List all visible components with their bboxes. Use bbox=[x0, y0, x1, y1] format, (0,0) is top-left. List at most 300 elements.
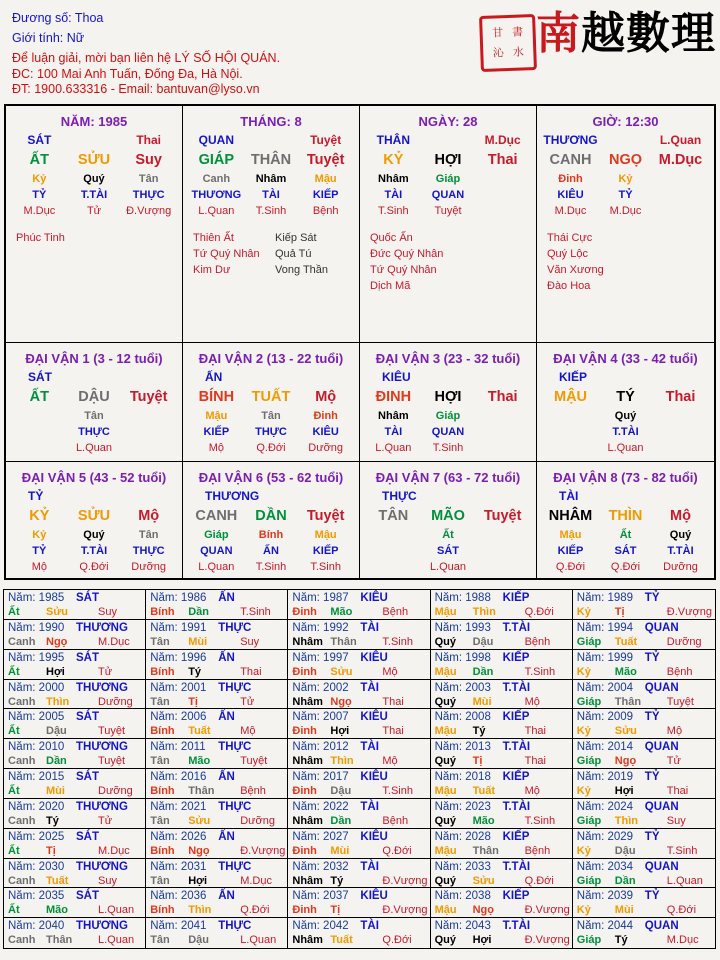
dai-van-title: ĐẠI VẬN 3 (23 - 32 tuổi) bbox=[375, 351, 521, 366]
year-god: ẤN bbox=[218, 651, 235, 664]
dai-van-stem-branch-item: THÌN bbox=[608, 508, 643, 524]
year-line bbox=[292, 740, 429, 754]
pillar-phases-item: Tuyệt bbox=[434, 205, 462, 217]
year-detail bbox=[577, 933, 715, 947]
year-label: Năm: 1991 bbox=[150, 621, 207, 634]
year-cell bbox=[4, 888, 146, 918]
pillar-hidden-stems-item: Tân bbox=[138, 173, 159, 185]
year-detail bbox=[292, 754, 429, 768]
year-detail bbox=[435, 933, 572, 947]
year-detail bbox=[8, 665, 145, 679]
year-line bbox=[150, 889, 287, 903]
year-label: Năm: 2023 bbox=[434, 800, 491, 813]
year-detail bbox=[150, 695, 287, 709]
year-detail bbox=[292, 665, 429, 679]
dai-van-phases-item: T.Sinh bbox=[310, 561, 341, 573]
year-cell bbox=[146, 620, 288, 650]
header bbox=[0, 0, 720, 104]
dai-van-stem-branch-item: DẦN bbox=[255, 508, 287, 524]
year-cell bbox=[573, 799, 715, 829]
dai-van-hidden-stems-item bbox=[475, 408, 530, 424]
year-god: QUAN bbox=[644, 621, 679, 634]
year-label: Năm: 2004 bbox=[576, 681, 634, 694]
year-line bbox=[292, 919, 429, 933]
year-stem: Mậu bbox=[434, 665, 457, 678]
year-phase: Mộ bbox=[382, 755, 398, 768]
year-stem: Nhâm bbox=[292, 635, 323, 648]
year-stem: Đinh bbox=[292, 785, 317, 797]
year-line bbox=[150, 919, 287, 933]
year-phase: Dưỡng bbox=[240, 814, 275, 827]
year-detail bbox=[292, 635, 429, 649]
year-cell bbox=[573, 709, 715, 739]
dai-van-hidden-stems-item bbox=[12, 408, 67, 424]
year-phase: M.Dục bbox=[240, 874, 272, 887]
year-line bbox=[150, 800, 287, 814]
dai-van-phases-item bbox=[12, 440, 67, 456]
year-detail bbox=[150, 665, 287, 679]
dai-van-phases-item bbox=[475, 559, 530, 575]
dai-van-hidden-gods-item: ẤN bbox=[263, 545, 279, 557]
pillar-stem-branch-item: M.Dục bbox=[658, 152, 703, 168]
year-label: Năm: 2032 bbox=[292, 860, 349, 873]
year-stem: Nhâm bbox=[292, 755, 323, 768]
year-line bbox=[8, 651, 145, 665]
year-phase: Mộ bbox=[382, 665, 398, 678]
year-phase: Suy bbox=[240, 635, 260, 648]
year-line bbox=[150, 860, 287, 874]
dai-van-title: ĐẠI VẬN 4 (33 - 42 tuổi) bbox=[553, 351, 698, 366]
year-stem: Mậu bbox=[434, 725, 457, 738]
pillar-phases-item: Tử bbox=[86, 205, 102, 217]
pillar-title: GIỜ: 12:30 bbox=[592, 114, 659, 129]
pillar-phases-item: Đ.Vượng bbox=[126, 205, 172, 217]
year-line bbox=[150, 591, 287, 605]
year-god: QUAN bbox=[644, 860, 679, 873]
year-label: Năm: 2016 bbox=[150, 771, 207, 783]
star-list bbox=[16, 230, 65, 246]
year-god: ẤN bbox=[218, 711, 235, 724]
pillar-god-item: Tuyệt bbox=[310, 133, 342, 147]
pillar-god bbox=[189, 132, 353, 149]
year-cell bbox=[146, 650, 288, 680]
year-line bbox=[435, 770, 572, 784]
dai-van-hidden-stems bbox=[189, 408, 353, 424]
dai-van-god: THỰC bbox=[382, 489, 417, 503]
dai-van-hidden-stems-item: Tân bbox=[261, 410, 281, 422]
year-branch: Ngọ bbox=[614, 755, 637, 768]
year-stem: Tân bbox=[150, 934, 170, 947]
year-detail bbox=[577, 844, 715, 858]
pillar-title: NGÀY: 28 bbox=[418, 114, 478, 129]
year-detail bbox=[150, 784, 287, 798]
pillar-stem-branch-item: KỶ bbox=[383, 152, 404, 168]
seal-logo bbox=[479, 14, 537, 72]
year-cell bbox=[4, 650, 146, 680]
year-phase: Q.Đới bbox=[666, 904, 697, 917]
year-god: T.TÀI bbox=[502, 860, 531, 873]
year-phase: Tử bbox=[98, 814, 113, 827]
logo-title-first: 南 bbox=[536, 8, 581, 59]
dai-van-stem-branch-item: ẤT bbox=[29, 389, 49, 405]
year-line bbox=[292, 800, 429, 814]
dai-van-hidden-stems-item: Giáp bbox=[435, 410, 461, 422]
year-cell bbox=[146, 709, 288, 739]
dai-van-phases bbox=[12, 559, 176, 575]
year-detail bbox=[577, 665, 715, 679]
year-stem: Nhâm bbox=[292, 934, 323, 947]
dai-van-phases bbox=[543, 559, 708, 575]
year-phase: Đ.Vượng bbox=[382, 874, 428, 887]
year-phase: Q.Đới bbox=[382, 934, 412, 947]
dai-van-phases-item bbox=[475, 440, 530, 456]
pillar-god-item: L.Quan bbox=[659, 133, 702, 147]
year-label: Năm: 2018 bbox=[434, 771, 491, 783]
year-cell bbox=[573, 620, 715, 650]
year-god: T.TÀI bbox=[502, 621, 531, 634]
dai-van-hidden-gods bbox=[12, 543, 176, 559]
star-list bbox=[547, 230, 604, 294]
year-stem: Bính bbox=[150, 785, 175, 797]
year-line bbox=[435, 889, 572, 903]
year-branch: Hợi bbox=[614, 785, 634, 797]
year-line bbox=[577, 591, 715, 605]
year-cell bbox=[4, 918, 146, 948]
year-label: Năm: 2042 bbox=[292, 920, 349, 933]
year-label: Năm: 2043 bbox=[434, 920, 491, 933]
logo-title bbox=[536, 8, 716, 60]
year-god: THƯƠNG bbox=[76, 860, 128, 873]
year-detail bbox=[8, 754, 145, 768]
pillar-god-item: M.Dục bbox=[484, 133, 521, 147]
dai-van-hidden-gods-item: QUAN bbox=[200, 545, 233, 557]
year-detail bbox=[577, 635, 715, 649]
year-detail bbox=[292, 605, 429, 619]
year-branch: Mão bbox=[330, 606, 353, 618]
dai-van-hidden-gods-item: KIẾP bbox=[312, 545, 339, 557]
dai-van-hidden-gods-item: T.TÀI bbox=[612, 426, 639, 438]
year-label: Năm: 2039 bbox=[576, 890, 634, 903]
dai-van-hidden-gods-item bbox=[366, 543, 421, 559]
pillar-phases-item: L.Quan bbox=[198, 205, 235, 217]
year-line bbox=[577, 860, 715, 874]
year-cell bbox=[431, 829, 573, 859]
year-label: Năm: 2011 bbox=[150, 741, 206, 754]
dai-van-hidden-gods-item: KIÊU bbox=[312, 426, 339, 438]
year-line bbox=[577, 621, 715, 635]
dai-van-hidden-gods bbox=[189, 543, 353, 559]
year-phase: Tử bbox=[98, 665, 113, 678]
year-phase: T.Sinh bbox=[524, 814, 556, 827]
year-phase: Thai bbox=[240, 665, 262, 678]
year-branch: Mão bbox=[614, 665, 637, 678]
dai-van-stem-branch bbox=[12, 505, 176, 527]
pillar-god-item bbox=[598, 132, 653, 149]
pillar-hidden-gods-item: TÀI bbox=[384, 189, 403, 201]
dai-van-hidden-gods-item: TỶ bbox=[32, 545, 47, 557]
dai-van-stem-branch-item: KỶ bbox=[29, 508, 50, 524]
year-detail bbox=[292, 695, 429, 709]
year-label: Năm: 1993 bbox=[434, 621, 491, 634]
dai-van-stem-branch bbox=[189, 386, 353, 408]
pillar-cell bbox=[537, 106, 714, 343]
year-cell bbox=[4, 709, 146, 739]
dai-van-hidden-gods-item bbox=[12, 424, 67, 440]
year-detail bbox=[435, 844, 572, 858]
dai-van-hidden-stems-item: Quý bbox=[83, 529, 105, 541]
dai-van-phases-item: Q.Đới bbox=[79, 561, 109, 573]
year-god: SÁT bbox=[76, 592, 99, 604]
year-cell bbox=[431, 769, 573, 799]
pillar-cell bbox=[360, 106, 537, 343]
dai-van-hidden-gods-item bbox=[543, 424, 598, 440]
year-stem: Giáp bbox=[576, 635, 602, 648]
dai-van-phases-item: Q.Đới bbox=[256, 442, 286, 454]
year-god: ẤN bbox=[218, 830, 235, 843]
year-stem: Kỷ bbox=[576, 844, 591, 857]
year-cell bbox=[146, 799, 288, 829]
dai-van-hidden-stems bbox=[366, 527, 530, 543]
year-cell bbox=[4, 590, 146, 620]
year-stem: Tân bbox=[150, 695, 170, 708]
dai-van-hidden-stems-item: Tân bbox=[84, 410, 104, 422]
year-label: Năm: 1989 bbox=[576, 592, 634, 604]
pillar-stem-branch-item: SỬU bbox=[77, 152, 111, 168]
dai-van-stem-branch bbox=[543, 386, 708, 408]
pillar-hidden-stems bbox=[366, 171, 530, 187]
dai-van-hidden-gods-item: KIẾP bbox=[203, 426, 230, 438]
year-label: Năm: 1988 bbox=[434, 592, 491, 604]
year-line bbox=[150, 770, 287, 784]
year-detail bbox=[150, 844, 287, 858]
dai-van-phases bbox=[189, 559, 353, 575]
seal-char: 水 bbox=[512, 45, 525, 59]
dai-van-phases bbox=[366, 559, 530, 575]
pillar-hidden-stems-item bbox=[653, 171, 708, 187]
year-branch: Dần bbox=[472, 665, 494, 678]
year-phase: Bệnh bbox=[382, 606, 409, 618]
year-stem: Quý bbox=[434, 695, 456, 708]
year-god: T.TÀI bbox=[502, 920, 531, 933]
dai-van-stem-branch-item: Tuyệt bbox=[129, 389, 168, 405]
year-stem: Canh bbox=[8, 874, 36, 887]
year-line bbox=[435, 800, 572, 814]
year-detail bbox=[577, 605, 715, 619]
year-god: KIÊU bbox=[360, 830, 388, 843]
dai-van-stem-branch bbox=[366, 505, 530, 527]
year-label: Năm: 1986 bbox=[150, 592, 207, 604]
seal-char: 書 bbox=[511, 25, 524, 39]
year-cell bbox=[431, 680, 573, 710]
dai-van-hidden-stems-item: Giáp bbox=[204, 529, 229, 541]
year-label: Năm: 2041 bbox=[150, 920, 207, 933]
dai-van-phases-item: Q.Đới bbox=[555, 561, 586, 573]
year-god: KIÊU bbox=[360, 592, 388, 604]
year-label: Năm: 2020 bbox=[8, 800, 65, 813]
year-label: Năm: 1995 bbox=[8, 651, 65, 664]
dai-van-hidden-stems-item bbox=[366, 527, 421, 543]
year-stem: Đinh bbox=[292, 606, 317, 618]
pillar-phases-item bbox=[475, 203, 530, 219]
year-detail bbox=[435, 695, 572, 709]
year-phase: T.Sinh bbox=[382, 635, 413, 648]
year-cell bbox=[288, 709, 430, 739]
dai-van-hidden-stems-item: Quý bbox=[669, 529, 692, 541]
dai-van-hidden-gods bbox=[543, 543, 708, 559]
year-phase: Dưỡng bbox=[98, 785, 133, 797]
dai-van-hidden-stems-item: Quý bbox=[614, 410, 637, 422]
star-item: Tứ Quý Nhân bbox=[193, 248, 260, 260]
pillar-hidden-gods-item: TÀI bbox=[262, 189, 280, 201]
year-phase: Mộ bbox=[240, 725, 256, 738]
year-phase: Dưỡng bbox=[98, 695, 133, 708]
year-god: ẤN bbox=[218, 771, 235, 783]
year-line bbox=[150, 651, 287, 665]
dai-van-cell bbox=[360, 343, 537, 462]
year-detail bbox=[8, 903, 145, 917]
pillar-hidden-stems-item: Giáp bbox=[435, 173, 461, 185]
year-detail bbox=[577, 754, 715, 768]
pillar-phases-item: M.Dục bbox=[609, 205, 642, 217]
dai-van-god: KIẾP bbox=[559, 370, 588, 384]
year-phase: T.Sinh bbox=[666, 844, 698, 857]
year-cell bbox=[431, 590, 573, 620]
pillar-god-item: Thai bbox=[136, 133, 161, 147]
year-god: KIẾP bbox=[502, 830, 530, 843]
year-label: Năm: 2037 bbox=[292, 890, 349, 903]
dai-van-phases-item: Dưỡng bbox=[663, 561, 698, 573]
year-stem: Mậu bbox=[434, 785, 457, 797]
dai-van-hidden-stems-item bbox=[543, 408, 598, 424]
pillar-stem-branch-item: ẤT bbox=[29, 152, 49, 168]
dai-van-cell bbox=[537, 462, 714, 578]
dai-van-phases-item: L.Quan bbox=[375, 442, 412, 454]
dai-van-title: ĐẠI VẬN 2 (13 - 22 tuổi) bbox=[198, 351, 344, 366]
year-cell bbox=[288, 829, 430, 859]
year-cell bbox=[4, 859, 146, 889]
year-branch: Thân bbox=[188, 785, 215, 797]
year-cell bbox=[146, 859, 288, 889]
year-line bbox=[150, 681, 287, 695]
year-phase: Tuyệt bbox=[98, 755, 126, 768]
year-phase: Đ.Vượng bbox=[524, 934, 570, 947]
year-branch: Tý bbox=[614, 934, 628, 947]
pillar-god-item bbox=[67, 132, 122, 149]
dai-van-stem-branch-item: HỢI bbox=[434, 389, 462, 405]
dai-van-hidden-stems-item: Kỷ bbox=[32, 529, 47, 541]
dai-van-phases-item: Mộ bbox=[208, 442, 224, 454]
year-branch: Thìn bbox=[614, 814, 639, 827]
dai-van-god: KIÊU bbox=[382, 370, 411, 384]
year-line bbox=[577, 889, 715, 903]
contact-line: Để luận giải, mời bạn liên hệ LÝ SỐ HỘI QUÁN. bbox=[12, 51, 281, 65]
year-stem: Đinh bbox=[292, 665, 317, 678]
year-branch: Hợi bbox=[46, 665, 65, 678]
dai-van-hidden-stems-item: Đinh bbox=[313, 410, 338, 422]
pillar-hidden-gods bbox=[543, 187, 708, 203]
year-cell bbox=[288, 590, 430, 620]
year-branch: Dậu bbox=[330, 785, 352, 797]
year-cell bbox=[146, 769, 288, 799]
dai-van-hidden-stems bbox=[12, 408, 176, 424]
year-phase: Thai bbox=[382, 695, 404, 708]
year-stem: Quý bbox=[434, 874, 456, 887]
year-phase: Q.Đới bbox=[524, 606, 554, 618]
dai-van-hidden-gods-item: THỰC bbox=[132, 545, 165, 557]
year-phase: L.Quan bbox=[98, 904, 135, 917]
year-phase: Dưỡng bbox=[666, 635, 702, 648]
year-label: Năm: 2044 bbox=[576, 920, 634, 933]
star-item: Vong Thần bbox=[275, 264, 329, 276]
year-cell bbox=[431, 709, 573, 739]
dai-van-stem-branch bbox=[12, 386, 176, 408]
dai-van-stem-branch bbox=[189, 505, 353, 527]
year-branch: Dần bbox=[330, 814, 352, 827]
year-line bbox=[150, 710, 287, 724]
dai-van-hidden-gods-item: THỰC bbox=[78, 426, 110, 438]
pillar-hidden-gods bbox=[189, 187, 353, 203]
dai-van-hidden-stems-item: Mậu bbox=[314, 529, 337, 541]
year-cell bbox=[146, 590, 288, 620]
year-phase: L.Quan bbox=[666, 874, 703, 887]
dai-van-cell bbox=[6, 462, 183, 578]
dai-van-hidden-stems-item: Mậu bbox=[205, 410, 228, 422]
year-stem: Bính bbox=[150, 606, 175, 618]
dai-van-cell bbox=[183, 462, 360, 578]
year-cell bbox=[431, 739, 573, 769]
year-god: SÁT bbox=[76, 830, 99, 843]
year-phase: L.Quan bbox=[98, 934, 135, 947]
dai-van-god: THƯƠNG bbox=[205, 489, 260, 503]
year-label: Năm: 1985 bbox=[8, 592, 65, 604]
logo-title-rest: 越數理 bbox=[581, 8, 716, 59]
year-god: KIẾP bbox=[502, 771, 530, 783]
year-branch: Mùi bbox=[614, 904, 634, 917]
dai-van-hidden-gods-item: QUAN bbox=[431, 426, 465, 438]
year-line bbox=[577, 740, 715, 754]
pillar-stem-branch-item: NGỌ bbox=[608, 152, 643, 168]
year-phase: M.Dục bbox=[98, 844, 130, 857]
year-cell bbox=[431, 859, 573, 889]
year-label: Năm: 2000 bbox=[8, 681, 65, 694]
year-cell bbox=[4, 739, 146, 769]
dai-van-god: TỶ bbox=[28, 489, 44, 503]
pillar-stem-branch-item: THÂN bbox=[250, 152, 292, 168]
dai-van-cell bbox=[6, 343, 183, 462]
year-label: Năm: 2001 bbox=[150, 681, 207, 694]
year-label: Năm: 2036 bbox=[150, 890, 207, 903]
pillar-god-item: THƯƠNG bbox=[543, 133, 598, 147]
year-phase: Đ.Vượng bbox=[524, 904, 570, 917]
pillar-stem-branch-item: GIÁP bbox=[198, 152, 235, 168]
year-branch: Sửu bbox=[330, 665, 353, 678]
star-item: Quốc Ấn bbox=[370, 232, 413, 244]
pillar-hidden-stems-item: Nhâm bbox=[255, 173, 287, 185]
year-line bbox=[150, 740, 287, 754]
year-line bbox=[8, 681, 145, 695]
year-god: TÀI bbox=[360, 920, 379, 933]
year-detail bbox=[150, 814, 287, 828]
year-line bbox=[435, 651, 572, 665]
year-detail bbox=[8, 874, 145, 888]
year-label: Năm: 2010 bbox=[8, 741, 65, 754]
pillar-hidden-gods-item bbox=[653, 187, 708, 203]
year-stem: Kỷ bbox=[576, 606, 591, 618]
dai-van-phases-item bbox=[121, 440, 176, 456]
year-line bbox=[292, 621, 429, 635]
year-label: Năm: 2019 bbox=[576, 771, 634, 783]
year-detail bbox=[8, 814, 145, 828]
